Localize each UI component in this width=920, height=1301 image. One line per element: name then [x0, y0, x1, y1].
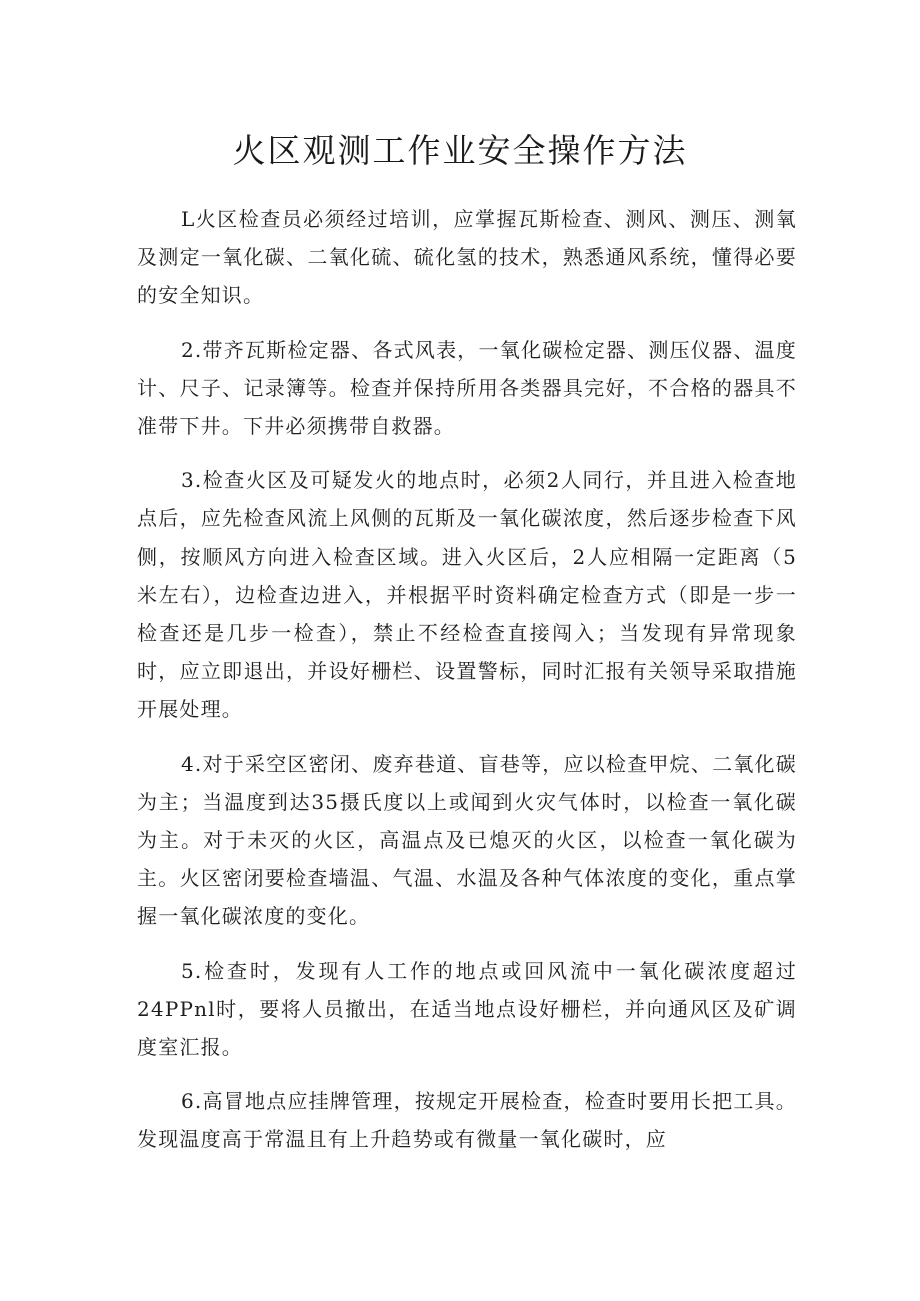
paragraph-2: 2.带齐瓦斯检定器、各式风表，一氧化碳检定器、测压仪器、温度计、尺子、记录簿等。检查并保持所用各类器具完好，不合格的器具不准带下井。下井必须携带自救器。	[137, 337, 797, 439]
paragraph-5: 5.检查时，发现有人工作的地点或回风流中一氧化碳浓度超过24PPnl时，要将人员撤出，在适当地点设好栅栏，并向通风区及矿调度室汇报。	[137, 958, 797, 1060]
paragraph-4: 4.对于采空区密闭、废弃巷道、盲巷等，应以检查甲烷、二氧化碳为主；当温度到达35摄氏度以上或闻到火灾气体时，以检查一氧化碳为主。对于未灭的火区，高温点及已熄灭的火区，以检查一氧化碳为主。火区密闭要检查墙温、气温、水温及各种气体浓度的变化，重点掌握一氧化碳浓度的变化。	[137, 751, 797, 929]
document-body	[137, 200, 797, 1175]
document-title: 火区观测工作业安全操作方法	[232, 131, 688, 170]
paragraph-1: L火区检查员必须经过培训，应掌握瓦斯检查、测风、测压、测氧及测定一氧化碳、二氧化硫、硫化氢的技术，熟悉通风系统，懂得必要的安全知识。	[137, 207, 797, 308]
paragraph-3: 3.检查火区及可疑发火的地点时，必须2人同行，并且进入检查地点后，应先检查风流上风侧的瓦斯及一氧化碳浓度，然后逐步检查下风侧，按顺风方向进入检查区域。进入火区后，2人应相隔一定距离（5米左右），边检查边进入，并根据平时资料确定检查方式（即是一步一检查还是几步一检查），禁止不经检查直接闯入；当发现有异常现象时，应立即退出，并设好栅栏、设置警标，同时汇报有关领导采取措施开展处理。	[137, 468, 797, 722]
paragraph-6: 6.高冒地点应挂牌管理，按规定开展检查，检查时要用长把工具。发现温度高于常温且有上升趋势或有微量一氧化碳时，应	[137, 1089, 797, 1152]
